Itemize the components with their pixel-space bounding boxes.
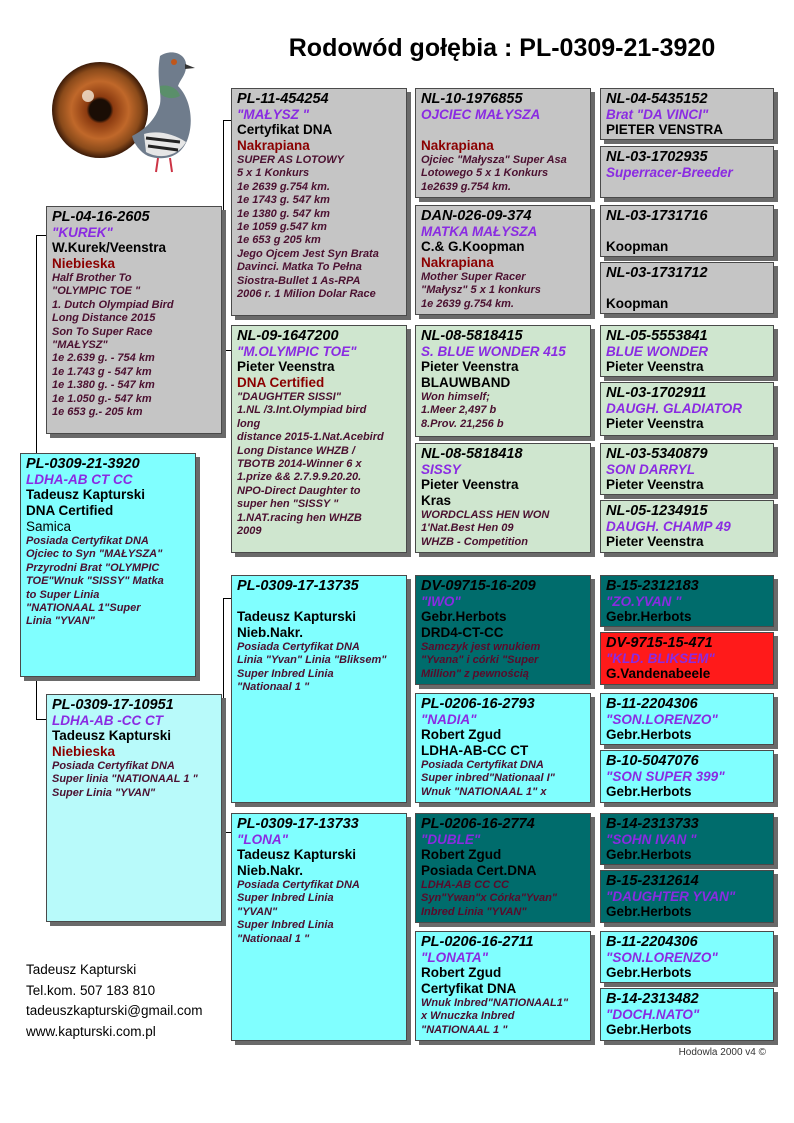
ss-name: "MAŁYSZ "	[237, 107, 310, 122]
gg-owner: G.Vandenabeele	[606, 666, 711, 681]
gg-card[interactable]	[600, 325, 774, 377]
connector-line	[223, 832, 231, 833]
gg-ring: B-14-2313733	[606, 816, 699, 832]
gg-card[interactable]	[600, 693, 774, 745]
gg-name: SON DARRYL	[606, 462, 696, 477]
ds-name	[237, 594, 401, 609]
sd-name: "M.OLYMPIC TOE"	[237, 344, 357, 359]
sire-desc: Half Brother To "OLYMPIC TOE " 1. Dutch Olympiad Bird Long Distance 2015 Son To Super Race "MAŁYSZ" 1e 2.639 g. - 754 km 1e 1.743 g - 547 km 1e 1.380 g. - 547 km 1e 1.050 g.- 547 km 1e 653 g.- 205 km	[52, 272, 174, 419]
dam-ring: PL-0309-17-10951	[52, 697, 174, 713]
sire-card[interactable]	[46, 206, 222, 434]
sd-desc: "DAUGHTER SISSI" 1.NL /3.Int.Olympiad bird long distance 2015-1.Nat.Acebird Long Distance WHZB / TBOTB 2014-Winner 6 x 1.prize && 2.7.9.9.20.20. NPO-Direct Daughter to super hen "SISSY " 1.NAT.racing hen WHZB 2009	[237, 391, 384, 538]
sire-name: "KUREK"	[52, 225, 113, 240]
gg-ring: NL-05-5553841	[606, 328, 708, 344]
ddd-card[interactable]	[415, 931, 591, 1041]
ss-desc: SUPER AS LOTOWY 5 x 1 Konkurs 1e 2639 g.754 km. 1e 1743 g. 547 km 1e 1380 g. 547 km 1e 1059 g.547 km 1e 653 g 205 km Jego Ojcem Jest Syn Brata Davinci. Matka To Pełna Siostra-Bullet 1 As-RPA 2006 r. 1 Milion Dolar Race	[237, 154, 379, 301]
gg-ring: NL-03-1731716	[606, 208, 708, 224]
breeder-contact: Tadeusz Kapturski Tel.kom. 507 183 810 tadeuszkapturski@gmail.com www.kapturski.com.pl	[26, 962, 203, 1039]
gg-name: "DAUGHTER YVAN"	[606, 889, 736, 904]
sdd-desc: WORDCLASS HEN WON 1'Nat.Best Hen 09 WHZB - Competition	[421, 509, 550, 548]
gg-ring: B-10-5047076	[606, 753, 699, 769]
software-edition: Hodowla 2000 v4 ©	[678, 1047, 766, 1058]
dds-desc: LDHA-AB CC CC Syn"Ywan"x Córka"Yvan" Inbred Linia "YVAN"	[421, 879, 558, 918]
dsd-owner: Robert Zgud	[421, 727, 502, 742]
gg-name: DAUGH. CHAMP 49	[606, 519, 731, 534]
gg-ring: DV-9715-15-471	[606, 635, 713, 651]
sd-owner: Pieter Veenstra	[237, 359, 335, 374]
gg-owner: Gebr.Herbots	[606, 904, 692, 919]
dss-name: "IWO"	[421, 594, 461, 609]
dam-color: Niebieska	[52, 744, 116, 759]
sire-dam-card[interactable]	[231, 325, 407, 553]
sds-name: S. BLUE WONDER 415	[421, 344, 566, 359]
gg-card[interactable]	[600, 500, 774, 553]
gg-card[interactable]	[600, 988, 774, 1041]
ddd-ring: PL-0206-16-2711	[421, 934, 534, 950]
subject-sex: Samica	[26, 519, 72, 534]
dsd-desc: Posiada Certyfikat DNA Super inbred"Nationaal I" Wnuk "NATIONAAL 1" x	[421, 759, 555, 798]
gg-card[interactable]	[600, 382, 774, 436]
gg-owner: Pieter Veenstra	[606, 477, 704, 492]
dd-owner: Tadeusz Kapturski	[237, 847, 357, 862]
gg-owner: Gebr.Herbots	[606, 609, 692, 624]
connector-line	[223, 598, 224, 832]
gg-owner: Koopman	[606, 239, 669, 254]
gg-ring: B-11-2204306	[606, 696, 698, 712]
gg-owner: Gebr.Herbots	[606, 1022, 692, 1037]
ss-owner: Certyfikat DNA	[237, 122, 333, 137]
dd-desc: Posiada Certyfikat DNA Super Inbred Linia "YVAN" Super Inbred Linia "Nationaal 1 "	[237, 879, 360, 945]
ds-owner: Tadeusz Kapturski	[237, 609, 357, 624]
dsd-name: "NADIA"	[421, 712, 477, 727]
sss-ring: NL-10-1976855	[421, 91, 523, 107]
gg-name	[606, 281, 768, 296]
connector-line	[36, 235, 46, 236]
subject-card[interactable]	[20, 453, 196, 677]
sdd-ring: NL-08-5818418	[421, 446, 523, 462]
dds-name: "DUBLE"	[421, 832, 481, 847]
ds-ring: PL-0309-17-13735	[237, 578, 359, 594]
sdd-owner: Pieter Veenstra	[421, 477, 519, 492]
connector-line	[223, 120, 224, 350]
dd-ring: PL-0309-17-13733	[237, 816, 359, 832]
gg-ring: B-15-2312614	[606, 873, 699, 889]
sire-owner: W.Kurek/Veenstra	[52, 240, 167, 255]
sds-ring: NL-08-5818415	[421, 328, 523, 344]
gg-owner: Pieter Veenstra	[606, 416, 704, 431]
ssd-name: MATKA MAŁYSZA	[421, 224, 538, 239]
connector-line	[223, 120, 231, 121]
ddd-desc: Wnuk Inbred"NATIONAAL1" x Wnuczka Inbred "NATIONAAL 1 "	[421, 997, 569, 1036]
ss-color: Nakrapiana	[237, 138, 310, 153]
connector-line	[36, 719, 46, 720]
sd-ring: NL-09-1647200	[237, 328, 339, 344]
gg-ring: B-11-2204306	[606, 934, 698, 950]
ssd-card[interactable]	[415, 205, 591, 315]
gg-name: DAUGH. GLADIATOR	[606, 401, 742, 416]
page-title: Rodowód gołębia : PL-0309-21-3920	[288, 34, 716, 62]
ds-desc: Posiada Certyfikat DNA Linia "Yvan" Linia "Bliksem" Super Inbred Linia "Nationaal 1 "	[237, 641, 387, 694]
gg-card[interactable]	[600, 262, 774, 314]
gg-ring: NL-03-5340879	[606, 446, 708, 462]
gg-name	[606, 224, 768, 239]
sdd-color: Kras	[421, 493, 452, 508]
sds-desc: Won himself; 1.Meer 2,497 b 8.Prov. 21,256 b	[421, 391, 504, 430]
gg-card[interactable]	[600, 632, 774, 685]
gg-name: "SON.LORENZO"	[606, 712, 718, 727]
connector-line	[223, 598, 231, 599]
gg-owner: Pieter Veenstra	[606, 359, 704, 374]
dss-owner: Gebr.Herbots	[421, 609, 507, 624]
gg-name: "ZO.YVAN "	[606, 594, 682, 609]
gg-name: "SOHN IVAN "	[606, 832, 697, 847]
sire-sire-card[interactable]	[231, 88, 407, 316]
gg-card[interactable]	[600, 205, 774, 257]
gg-ring: NL-03-1731712	[606, 265, 708, 281]
ssd-owner: C.& G.Koopman	[421, 239, 525, 254]
sd-color: DNA Certified	[237, 375, 325, 390]
ssd-desc: Mother Super Racer "Małysz" 5 x 1 konkurs 1e 2639 g.754 km.	[421, 271, 541, 310]
subject-ring: PL-0309-21-3920	[26, 456, 140, 472]
gg-card[interactable]	[600, 870, 774, 923]
gg-name: "SON SUPER 399"	[606, 769, 725, 784]
gg-owner: Gebr.Herbots	[606, 965, 692, 980]
dsd-color: LDHA-AB-CC CT	[421, 743, 529, 758]
sds-card[interactable]	[415, 325, 591, 437]
sss-card[interactable]	[415, 88, 591, 198]
gg-ring: NL-03-1702935	[606, 149, 708, 165]
subject-name: LDHA-AB CT CC	[26, 472, 133, 487]
sss-desc: Ojciec "Małysza" Super Asa Lotowego 5 x 1 Konkurs 1e2639 g.754 km.	[421, 154, 567, 193]
connector-line	[223, 350, 231, 351]
dss-color: DRD4-CT-CC	[421, 625, 504, 640]
dam-card[interactable]	[46, 694, 222, 922]
gg-card[interactable]	[600, 750, 774, 803]
sire-ring: PL-04-16-2605	[52, 209, 150, 225]
dd-name: "LONA"	[237, 832, 289, 847]
ssd-ring: DAN-026-09-374	[421, 208, 532, 224]
dds-owner: Robert Zgud	[421, 847, 502, 862]
dss-desc: Samczyk jest wnukiem "Yvana" i córki "Super Million" z pewnością	[421, 641, 541, 680]
dsd-card[interactable]	[415, 693, 591, 803]
connector-line	[36, 235, 37, 453]
gg-card[interactable]	[600, 443, 774, 495]
dsd-ring: PL-0206-16-2793	[421, 696, 535, 712]
dam-name: LDHA-AB -CC CT	[52, 713, 163, 728]
ddd-owner: Robert Zgud	[421, 965, 502, 980]
gg-owner: Koopman	[606, 296, 669, 311]
gg-name: "SON.LORENZO"	[606, 950, 718, 965]
gg-name: "DOCH.NATO"	[606, 1007, 700, 1022]
dd-color: Nieb.Nakr.	[237, 863, 304, 878]
dam-sire-card[interactable]	[231, 575, 407, 803]
gg-owner: PIETER VENSTRA	[606, 122, 724, 137]
gg-owner: Pieter Veenstra	[606, 534, 704, 549]
gg-name: "KLD. BLIKSEM"	[606, 651, 715, 666]
gg-card[interactable]	[600, 146, 774, 198]
ds-color: Nieb.Nakr.	[237, 625, 304, 640]
dds-card[interactable]	[415, 813, 591, 923]
gg-card[interactable]	[600, 575, 774, 627]
dam-desc: Posiada Certyfikat DNA Super linia "NATIONAAL 1 " Super Linia "YVAN"	[52, 760, 198, 799]
subject-owner: Tadeusz Kapturski	[26, 487, 146, 502]
gg-name: BLUE WONDER	[606, 344, 708, 359]
ss-ring: PL-11-454254	[237, 91, 329, 107]
ddd-color: Certyfikat DNA	[421, 981, 517, 996]
gg-owner: Gebr.Herbots	[606, 847, 692, 862]
sss-name: OJCIEC MAŁYSZA	[421, 107, 541, 122]
gg-ring: B-14-2313482	[606, 991, 699, 1007]
gg-card[interactable]	[600, 813, 774, 865]
sss-color: Nakrapiana	[421, 138, 494, 153]
gg-ring: B-15-2312183	[606, 578, 699, 594]
dam-dam-card[interactable]	[231, 813, 407, 1041]
sds-color: BLAUWBAND	[421, 375, 511, 390]
gg-card[interactable]	[600, 88, 774, 140]
sss-owner	[421, 122, 585, 138]
gg-owner: Gebr.Herbots	[606, 784, 692, 799]
ddd-name: "LONATA"	[421, 950, 489, 965]
gg-card[interactable]	[600, 931, 774, 983]
pigeon-eye-logo	[48, 38, 198, 178]
sds-owner: Pieter Veenstra	[421, 359, 519, 374]
gg-ring: NL-05-1234915	[606, 503, 708, 519]
connector-line	[36, 677, 37, 719]
subject-desc: Posiada Certyfikat DNA Ojciec to Syn "MAŁYSZA" Przyrodni Brat "OLYMPIC TOE"Wnuk "SISSY" Matka to Super Linia "NATIONAAL 1"Super Linia "YVAN"	[26, 535, 164, 628]
gg-name: Superracer-Breeder	[606, 165, 733, 180]
subject-dna: DNA Certified	[26, 503, 114, 518]
gg-name: Brat "DA VINCI"	[606, 107, 709, 122]
gg-ring: NL-04-5435152	[606, 91, 708, 107]
ssd-color: Nakrapiana	[421, 255, 494, 270]
dds-color: Posiada Cert.DNA	[421, 863, 537, 878]
gg-owner: Gebr.Herbots	[606, 727, 692, 742]
gg-ring: NL-03-1702911	[606, 385, 707, 401]
dss-card[interactable]	[415, 575, 591, 685]
dds-ring: PL-0206-16-2774	[421, 816, 535, 832]
sdd-card[interactable]	[415, 443, 591, 553]
sire-color: Niebieska	[52, 256, 116, 271]
sdd-name: SISSY	[421, 462, 461, 477]
dss-ring: DV-09715-16-209	[421, 578, 536, 594]
dam-owner: Tadeusz Kapturski	[52, 728, 172, 743]
